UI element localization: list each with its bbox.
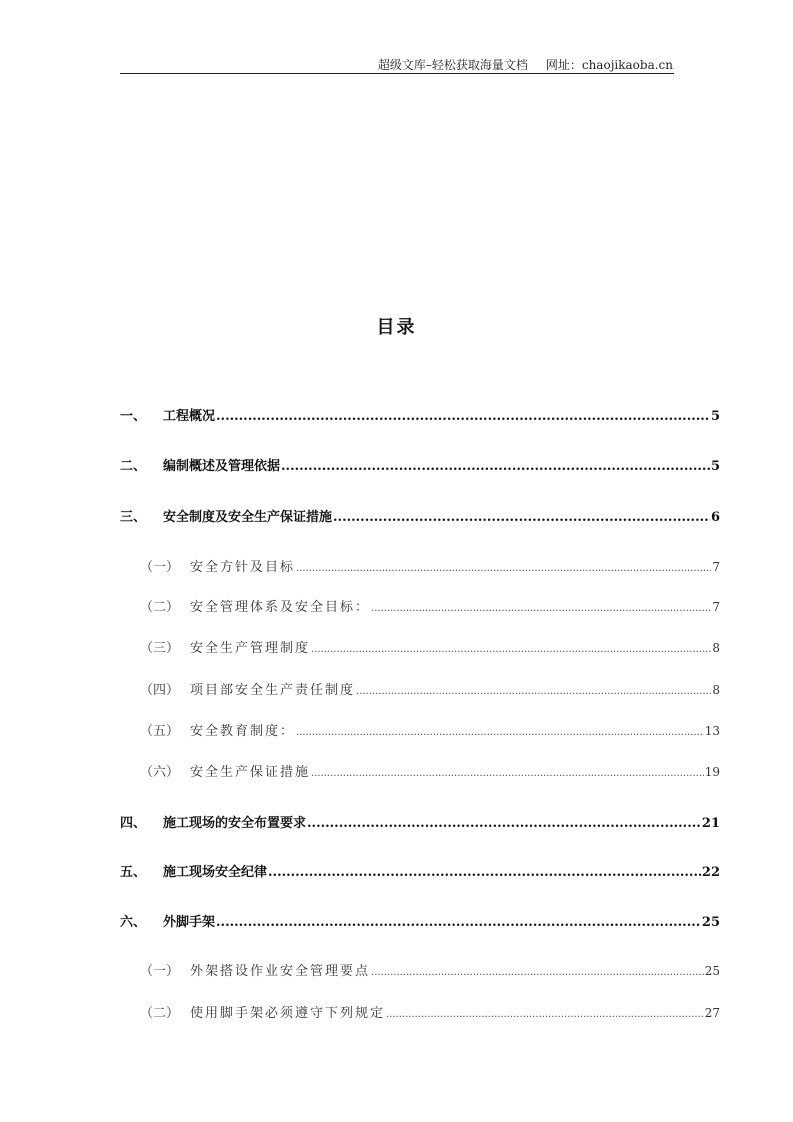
toc-entry-page[interactable]: 6 <box>710 510 720 525</box>
toc-entry[interactable] <box>120 506 720 525</box>
toc-entry-page[interactable]: 7 <box>712 560 720 574</box>
toc-entry-page[interactable]: 8 <box>712 683 720 697</box>
toc-entry-number: 五、 <box>120 865 147 880</box>
toc-entry-title[interactable]: 外脚手架 <box>163 915 216 930</box>
toc-entry[interactable] <box>140 1002 720 1021</box>
toc-entry-number: （一） <box>140 964 180 979</box>
toc-entry[interactable] <box>140 556 720 575</box>
toc-entry-page[interactable]: 25 <box>701 915 720 930</box>
toc-entry-page[interactable]: 22 <box>701 865 720 880</box>
dot-leader <box>371 967 704 978</box>
toc-entry-number: （二） <box>140 600 180 615</box>
dot-leader <box>371 603 711 614</box>
toc-entry-number: （五） <box>140 724 180 739</box>
toc-entry-page[interactable]: 25 <box>704 964 720 978</box>
dot-leader <box>281 459 710 474</box>
toc-entry[interactable] <box>140 720 720 739</box>
toc-entry-page[interactable]: 8 <box>712 641 720 655</box>
dot-leader <box>216 915 701 930</box>
toc-entry[interactable] <box>120 405 720 424</box>
toc-entry-number: （三） <box>140 641 180 656</box>
toc-entry-title[interactable]: 使用脚手架必须遵守下列规定 <box>190 1006 386 1021</box>
toc-entry[interactable] <box>120 861 720 880</box>
toc-entry[interactable] <box>120 812 720 831</box>
toc-entry-title[interactable]: 施工现场的安全布置要求 <box>163 816 307 831</box>
toc-entry[interactable] <box>140 679 720 698</box>
dot-leader <box>307 816 701 831</box>
dot-leader <box>333 510 710 525</box>
dot-leader <box>216 409 710 424</box>
toc-entry-number: 一、 <box>120 409 147 424</box>
toc-entry-title[interactable]: 安全生产保证措施 <box>190 765 311 780</box>
toc-entry[interactable] <box>120 911 720 930</box>
dot-leader <box>356 686 711 697</box>
header-site-name: 超级文库–轻松获取海量文档 <box>377 58 528 72</box>
toc-entry[interactable] <box>140 596 720 615</box>
dot-leader <box>311 644 711 655</box>
toc-entry[interactable] <box>140 960 720 979</box>
toc-entry-title[interactable]: 施工现场安全纪律 <box>163 865 268 880</box>
toc-entry-number: （六） <box>140 765 180 780</box>
toc-entry-page[interactable]: 7 <box>712 600 720 614</box>
toc-entry-page[interactable]: 5 <box>710 409 720 424</box>
toc-entry-title[interactable]: 安全制度及安全生产保证措施 <box>163 510 333 525</box>
toc-entry[interactable] <box>120 455 720 474</box>
toc-entry-number: 三、 <box>120 510 147 525</box>
toc-entry-title[interactable]: 安全管理体系及安全目标： <box>190 600 371 615</box>
toc-title: 目录 <box>376 317 417 338</box>
toc-entry-page[interactable]: 5 <box>710 459 720 474</box>
toc-entry-page[interactable]: 13 <box>704 724 720 738</box>
toc-entry-title[interactable]: 外架搭设作业安全管理要点 <box>190 964 371 979</box>
dot-leader <box>386 1009 704 1020</box>
toc-entry-title[interactable]: 项目部安全生产责任制度 <box>190 683 356 698</box>
toc-entry-title[interactable]: 编制概述及管理依据 <box>163 459 281 474</box>
header-divider <box>120 73 674 74</box>
dot-leader <box>296 563 711 574</box>
dot-leader <box>311 768 704 779</box>
toc-entry-title[interactable]: 安全生产管理制度 <box>190 641 311 656</box>
toc-entry-title[interactable]: 安全教育制度： <box>190 724 296 739</box>
toc-entry-page[interactable]: 27 <box>704 1006 720 1020</box>
toc-entry-number: 四、 <box>120 816 147 831</box>
toc-entry-title[interactable]: 安全方针及目标 <box>190 560 296 575</box>
toc-entry[interactable] <box>140 637 720 656</box>
toc-entry[interactable] <box>140 761 720 780</box>
dot-leader <box>268 865 701 880</box>
toc-entry-page[interactable]: 21 <box>701 816 720 831</box>
toc-entry-number: 二、 <box>120 459 147 474</box>
page-header <box>120 56 673 73</box>
toc-entry-title[interactable]: 工程概况 <box>163 409 216 424</box>
toc-entry-number: 六、 <box>120 915 147 930</box>
toc-entry-number: （一） <box>140 560 180 575</box>
toc-entry-number: （四） <box>140 683 180 698</box>
dot-leader <box>296 727 704 738</box>
header-url: 网址：chaojikaoba.cn <box>545 58 673 72</box>
toc-entry-number: （二） <box>140 1006 180 1021</box>
toc-entry-page[interactable]: 19 <box>704 765 720 779</box>
